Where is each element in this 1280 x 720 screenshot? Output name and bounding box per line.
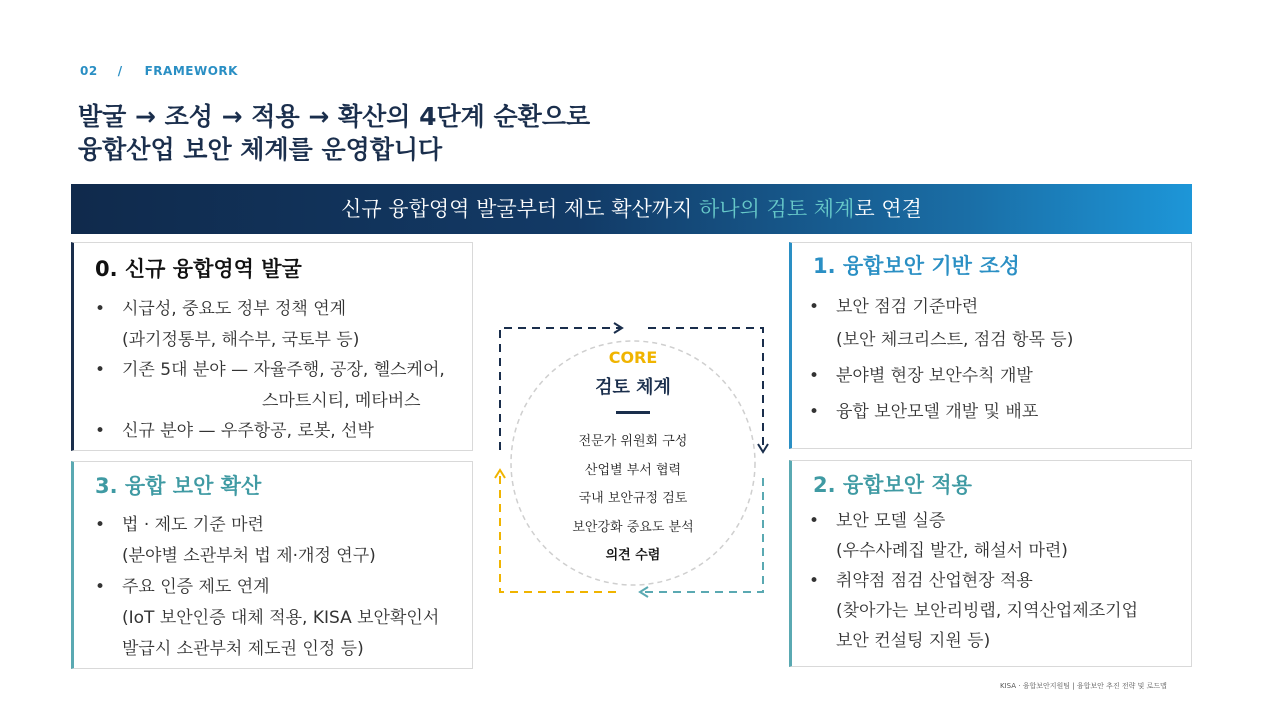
bullet: • xyxy=(95,515,106,535)
arrow-right-head xyxy=(758,444,768,452)
banner-text-after: 로 연결 xyxy=(854,197,922,221)
item-line: 발급시 소관부처 제도권 인정 등) xyxy=(122,639,364,659)
page-title xyxy=(78,100,590,166)
item-line: 보안 점검 기준마련 xyxy=(836,297,979,317)
bullet: • xyxy=(95,299,106,319)
section-name: FRAMEWORK xyxy=(144,64,238,78)
core-divider xyxy=(616,411,650,414)
breadcrumb-separator: / xyxy=(117,64,123,78)
bullet: • xyxy=(809,402,820,422)
core-content xyxy=(510,340,756,586)
list-item xyxy=(809,291,1186,357)
list-item xyxy=(95,416,472,447)
item-line: 법 · 제도 기준 마련 xyxy=(122,515,264,535)
core-item: 국내 보안규정 검토 xyxy=(578,491,688,506)
item-line: (우수사례집 발간, 해설서 마련) xyxy=(836,541,1068,561)
title-line-2: 융합산업 보안 체계를 운영합니다 xyxy=(78,135,443,164)
bullet: • xyxy=(95,360,106,380)
stage-3-title: 3. 융합 보안 확산 xyxy=(95,474,262,498)
item-line: (찾아가는 보안리빙랩, 지역산업제조기업 xyxy=(836,601,1139,621)
stage-0-box xyxy=(71,242,473,451)
stage-0-list xyxy=(95,294,472,447)
core-title: 검토 체계 xyxy=(595,377,671,398)
breadcrumb xyxy=(80,64,238,78)
stage-2-list xyxy=(809,506,1186,656)
core-list xyxy=(510,428,756,571)
list-item xyxy=(95,572,472,665)
core-item: 산업별 부서 협력 xyxy=(584,462,682,478)
item-line: 보안 컨설팅 지원 등) xyxy=(836,631,991,651)
item-line: 융합 보안모델 개발 및 배포 xyxy=(836,402,1039,422)
bullet: • xyxy=(809,511,820,531)
title-line-1: 발굴 → 조성 → 적용 → 확산의 4단계 순환으로 xyxy=(78,102,591,131)
list-item xyxy=(95,355,472,416)
section-number: 02 xyxy=(80,64,98,78)
list-item xyxy=(809,360,1186,393)
list-item xyxy=(809,396,1186,429)
stage-2-title: 2. 융합보안 적용 xyxy=(813,473,972,497)
core-item: 보안강화 중요도 분석 xyxy=(572,519,694,535)
stage-1-title: 1. 융합보안 기반 조성 xyxy=(813,254,1020,278)
item-line: 스마트시티, 메타버스 xyxy=(262,390,421,411)
item-line: 시급성, 중요도 정부 정책 연계 xyxy=(122,299,347,319)
item-line: 분야별 현장 보안수칙 개발 xyxy=(836,366,1033,386)
item-line: 주요 인증 제도 연계 xyxy=(122,577,270,597)
summary-banner xyxy=(71,184,1192,234)
stage-1-list xyxy=(809,291,1186,432)
stage-2-box xyxy=(789,460,1192,667)
list-item xyxy=(809,506,1186,566)
list-item xyxy=(95,510,472,572)
list-item xyxy=(95,294,472,355)
bullet: • xyxy=(809,571,820,591)
bullet: • xyxy=(95,421,106,441)
footer-text: KISA · 융합보안지원팀 | 융합보안 추진 전략 및 로드맵 xyxy=(1000,682,1167,690)
item-line: 취약점 점검 산업현장 적용 xyxy=(836,571,1033,591)
core-label: CORE xyxy=(608,348,658,367)
item-line: (IoT 보안인증 대체 적용, KISA 보안확인서 xyxy=(122,608,440,628)
bullet: • xyxy=(809,366,820,386)
list-item xyxy=(809,566,1186,656)
bullet: • xyxy=(95,577,106,597)
bullet: • xyxy=(809,297,820,317)
item-line: (과기정통부, 해수부, 국토부 등) xyxy=(122,329,360,350)
item-line: 기존 5대 분야 — 자율주행, 공장, 헬스케어, xyxy=(122,360,445,380)
stage-0-title: 0. 신규 융합영역 발굴 xyxy=(95,257,302,281)
item-line: (보안 체크리스트, 점검 항목 등) xyxy=(836,330,1074,350)
stage-1-box xyxy=(789,242,1192,449)
item-line: 신규 분야 — 우주항공, 로봇, 선박 xyxy=(122,421,374,441)
stage-3-box xyxy=(71,461,473,669)
item-line: 보안 모델 실증 xyxy=(836,511,946,531)
stage-3-list xyxy=(95,510,472,665)
banner-text-highlight: 하나의 검토 체계 xyxy=(699,197,855,221)
item-line: (분야별 소관부처 법 제·개정 연구) xyxy=(122,546,376,566)
core-item: 전문가 위원회 구성 xyxy=(578,434,688,449)
banner-text-before: 신규 융합영역 발굴부터 제도 확산까지 xyxy=(341,197,700,221)
core-item: 의견 수렴 xyxy=(605,548,661,563)
